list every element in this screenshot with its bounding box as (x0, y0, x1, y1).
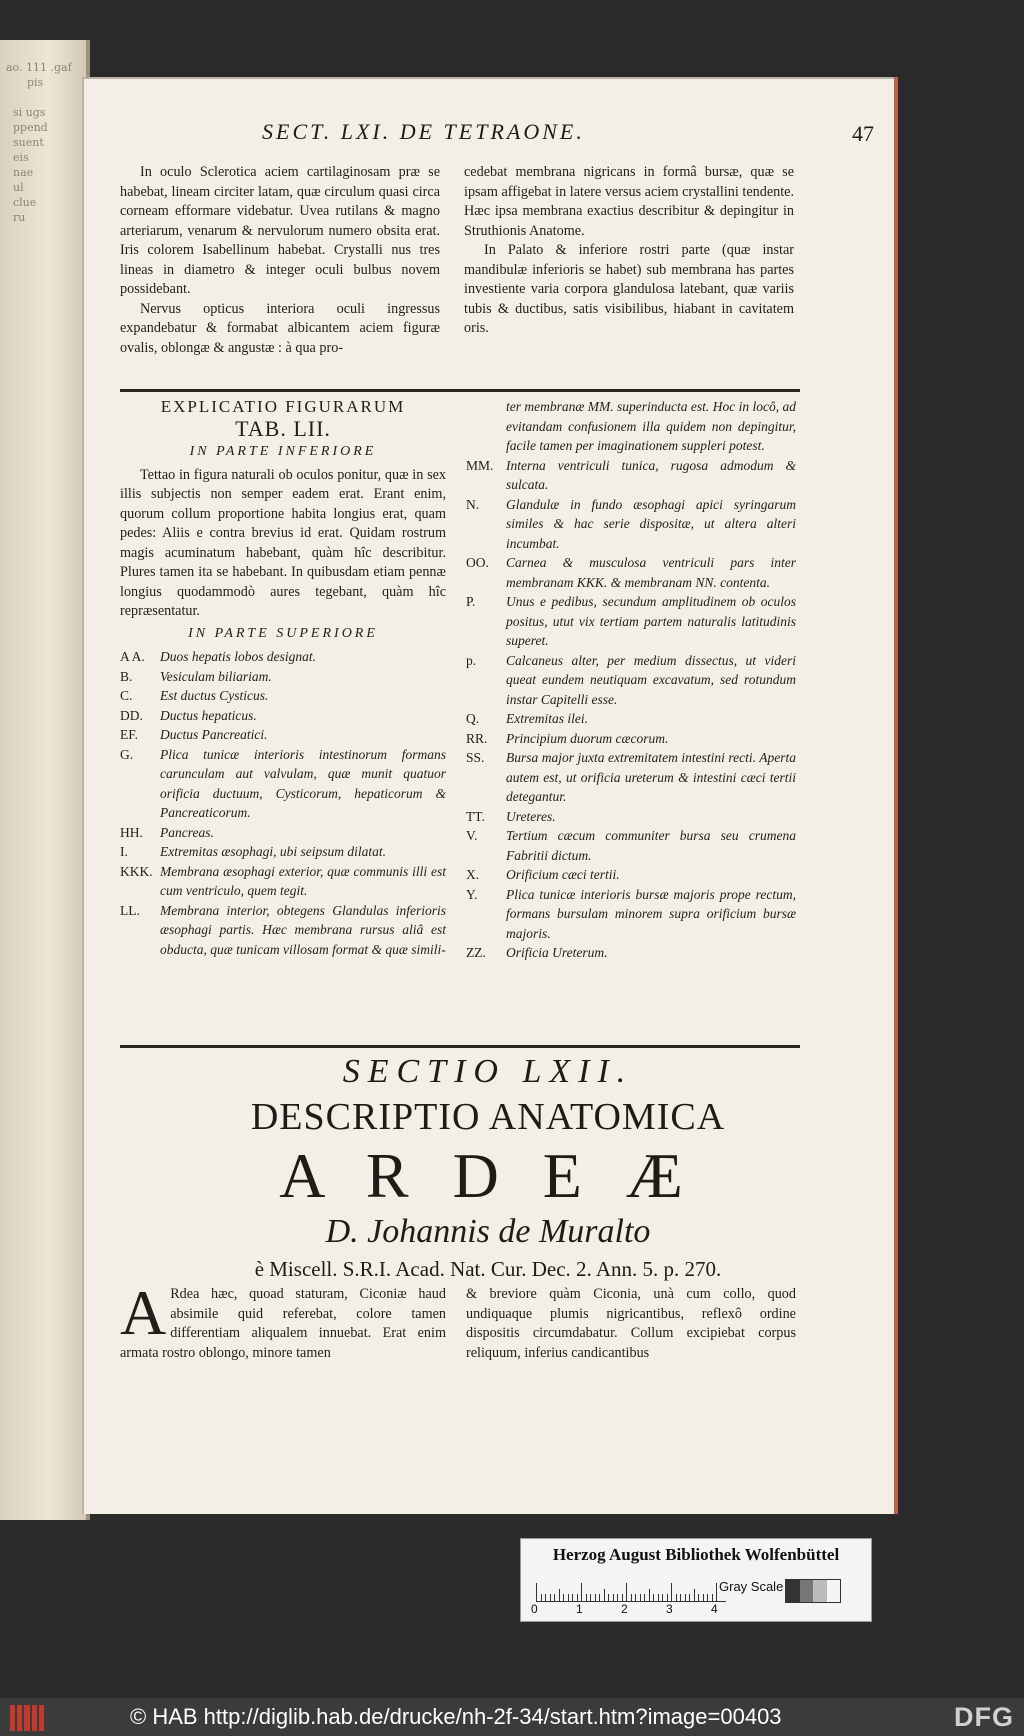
ruler-tick (572, 1594, 573, 1601)
figure-key-letter: DD. (120, 707, 143, 723)
figure-key-letter: A A. (120, 649, 145, 664)
figure-key-item (466, 807, 796, 827)
ruler-tick (644, 1594, 645, 1601)
ruler-tick (707, 1594, 708, 1601)
figure-key-letter: OO. (466, 555, 489, 570)
figure-key-description: Plica tunicæ interioris intestinorum formans carunculam aut valvulam, quæ munit quatuor orificia ductuum, Cysticorum, hepaticorum & Pancreaticorum. (160, 746, 446, 820)
explicatio-heading: EXPLICATIO FIGURARUM (160, 397, 406, 416)
figure-key-description: Extremitas ilei. (506, 711, 588, 726)
divider-rule (120, 389, 800, 392)
figure-key-description: Interna ventriculi tunica, rugosa admodum & sulcata. (506, 457, 796, 492)
figure-key-letter: HH. (120, 824, 143, 840)
figure-key-item (466, 553, 796, 592)
ruler-tick (608, 1594, 609, 1601)
figure-key-description: Tertium cæcum communiter bursa seu crumena Fabritii dictum. (506, 828, 796, 863)
ruler-tick (563, 1594, 564, 1601)
ruler-tick (599, 1594, 600, 1601)
viewer-footer (0, 1698, 1024, 1736)
figure-key-item (120, 667, 446, 687)
figure-key-list-left (120, 647, 446, 959)
running-title: SECT. LXI. DE TETRAONE. (262, 119, 585, 144)
page-number: 47 (852, 121, 874, 146)
continued-text: ter membranæ MM. superinducta est. Hoc in locô, ad evitandam confusionem illa quidem non depingitur, facile tamen per imaginationem suppleri potest. (506, 399, 796, 453)
ruler-tick (617, 1594, 618, 1601)
figure-key-letter: p. (466, 652, 477, 668)
figure-key-description: Orificia Ureterum. (506, 945, 608, 960)
figure-key-item (120, 901, 446, 960)
figure-key-description: Ureteres. (506, 808, 556, 824)
ruler-tick (640, 1594, 641, 1601)
gray-scale-swatches (785, 1579, 841, 1603)
source-url: © HAB http://diglib.hab.de/drucke/nh-2f-34/start.htm?image=00403 (130, 1704, 782, 1729)
figure-key-description: Orificium cæci tertii. (506, 867, 620, 882)
figure-key-letter: P. (466, 594, 476, 609)
ruler-tick (631, 1594, 632, 1601)
ruler-tick (694, 1589, 695, 1601)
figure-key-item (120, 823, 446, 843)
ruler-tick (626, 1583, 627, 1601)
figure-key-description: Ductus Pancreatici. (160, 727, 268, 742)
figure-key-letter: RR. (466, 730, 488, 746)
figure-key-description: Duos hepatis lobos designat. (160, 649, 317, 664)
ruler-tick (653, 1594, 654, 1601)
ruler-tick (541, 1594, 542, 1601)
ruler-number: 4 (711, 1602, 718, 1616)
figure-key-letter: G. (120, 746, 134, 762)
figure-key-letter: X. (466, 867, 480, 882)
figure-key-item (466, 495, 796, 554)
figure-key-item (120, 647, 446, 667)
facing-page-text: ao. 111 .gaf pis si ugs ppend suent eis nae ul clue ru (6, 61, 72, 224)
library-color-card (520, 1538, 872, 1622)
figure-key-description: Principium duorum cæcorum. (506, 730, 669, 746)
paragraph: In Palato & inferiore rostri parte (quæ instar mandibulæ inferioris se habet) sub membrana has partes investiente varia corpora glandulosa latebant, quæ variis tubis & ductibus, satis visibilibus, hiabant in cavitatem oris. (464, 242, 794, 336)
gray-swatch (827, 1580, 841, 1602)
figure-key-item (120, 842, 446, 862)
ruler-tick (604, 1589, 605, 1601)
gray-scale-label: Gray Scale (719, 1579, 784, 1594)
ruler-tick (680, 1594, 681, 1601)
facing-page-edge (0, 40, 90, 1520)
section-number: SECTIO LXII. (342, 1053, 634, 1090)
ruler-tick (635, 1594, 636, 1601)
ruler-number: 3 (666, 1602, 673, 1616)
ruler-tick (662, 1594, 663, 1601)
figure-key-letter: C. (120, 688, 133, 703)
figure-key-item (120, 686, 446, 706)
figure-key-list-right (466, 456, 796, 963)
figure-key-description: Calcaneus alter, per medium dissectus, ut videri queat eundem neutiquam excavatum, sed rotundum instar Capitelli esse. (506, 652, 796, 707)
body-left-column (120, 1277, 446, 1363)
figure-key-letter: KKK. (120, 863, 153, 879)
ruler-tick (581, 1583, 582, 1601)
figure-key-description: Plica tunicæ interioris bursæ majoris prope rectum, formans bursulam minorem supra orificium bursæ majoris. (506, 886, 796, 941)
figure-key-letter: I. (120, 844, 128, 859)
figure-key-letter: Q. (466, 711, 480, 726)
ruler-tick (586, 1594, 587, 1601)
ruler-tick (568, 1594, 569, 1601)
figure-key-letter: N. (466, 496, 480, 512)
explicatio-left-column (120, 397, 446, 959)
subheading-inferior: IN PARTE INFERIORE (189, 444, 377, 459)
figure-key-description: Glandulæ in fundo æsophagi apici syringarum similes & hac serie dispositæ, ut altera alteri incumbat. (506, 496, 796, 551)
ruler-tick (667, 1594, 668, 1601)
figure-key-description: Est ductus Cysticus. (160, 688, 269, 703)
figure-key-letter: TT. (466, 808, 485, 824)
figure-key-letter: ZZ. (466, 945, 486, 960)
figure-key-item (466, 865, 796, 885)
ruler-tick (698, 1594, 699, 1601)
ruler-tick (685, 1594, 686, 1601)
figure-key-description: Bursa major juxta extremitatem intestini recti. Aperta autem est, ut orificia ureterum & intestini cæci tertii detegantur. (506, 750, 796, 804)
figure-key-item (120, 745, 446, 823)
ruler-tick (545, 1594, 546, 1601)
figure-key-item (466, 651, 796, 710)
section-subject: A R D E Æ (279, 1140, 697, 1211)
dfg-logo: DFG (954, 1702, 1014, 1732)
figure-key-letter: V. (466, 828, 478, 843)
ruler-tick (716, 1583, 717, 1601)
figure-key-item (466, 748, 796, 807)
table-number: TAB. LII. (235, 415, 331, 441)
figure-key-description: Ductus hepaticus. (160, 707, 257, 723)
explicatio-intro: Tettao in figura naturali ob oculos ponitur, quæ in sex illis subjectis non semper eadem erat. Erant enim, quorum collum proportione habita longius erat, quam pedes: Aliis e contra brevius id erat. Quidam rostrum magis acuminatum habebant, quàm hîc describitur. Plures tamen ita se habebant. In quibusdam etiam pennæ longius quodammodò aures tegebant, quàm hîc repræsentatur. (120, 466, 446, 619)
section-source: è Miscell. S.R.I. Acad. Nat. Cur. Dec. 2. Ann. 5. p. 270. (254, 1257, 722, 1281)
paragraph: cedebat membrana nigricans in formâ bursæ, quæ se ipsam affigebat in latere versus aciem crystallini tendente. Hæc ipsa membrana exactius describitur & depingitur in Struthionis Anatome. (464, 164, 794, 239)
figure-key-letter: EF. (120, 727, 139, 742)
figure-key-letter: MM. (466, 457, 494, 473)
top-right-column (464, 163, 794, 339)
institution-name: Herzog August Bibliothek Wolfenbüttel (552, 1545, 840, 1564)
figure-key-letter: LL. (120, 902, 140, 918)
gray-swatch (813, 1580, 827, 1602)
ruler-tick (712, 1594, 713, 1601)
figure-key-item (466, 885, 796, 944)
paragraph: Nervus opticus interiora oculi ingressus expandebatur & formabat albicantem aciem figuræ ovalis, oblongæ & angustæ : à qua pro- (120, 300, 440, 356)
gray-swatch (800, 1580, 814, 1602)
ruler-tick (595, 1594, 596, 1601)
ruler-number: 0 (531, 1602, 538, 1616)
figure-key-letter: B. (120, 668, 133, 684)
figure-key-item (466, 592, 796, 651)
figure-key-description: Membrana interior, obtegens Glandulas inferioris æsophagi partis. Hæc membrana rursus aliâ est obducta, quæ tunicam villosam format & quæ simili- (160, 902, 446, 957)
top-left-column (120, 163, 440, 358)
paragraph: & breviore quàm Ciconia, unà cum collo, quod undiquaque plumis nigricantibus, reflexô ordine dispositis circumdabatur. Collum excipiebat corpus reliquum, inferius candicantibus (466, 1286, 796, 1361)
figure-key-description: Unus e pedibus, secundum amplitudinem ob oculos positus, utut vix tertiam partem naturalis latitudinis superet. (506, 594, 796, 648)
figure-key-description: Membrana æsophagi exterior, quæ communis illi est cum ventriculo, quem tegit. (160, 863, 446, 898)
ruler-tick (703, 1594, 704, 1601)
figure-key-item (466, 943, 796, 963)
figure-key-description: Carnea & musculosa ventriculi pars inter membranam KKK. & membranam NN. contenta. (506, 555, 796, 590)
measurement-ruler (536, 1581, 726, 1602)
figure-key-description: Extremitas æsophagi, ubi seipsum dilatat. (160, 844, 386, 859)
figure-key-item (466, 456, 796, 495)
paragraph: Rdea hæc, quoad staturam, Ciconiæ haud absimile quid referebat, colore tamen differentiam aliqualem innuebat. Erat enim armata rostro oblongo, minore tamen (120, 1286, 446, 1361)
ruler-tick (689, 1594, 690, 1601)
figure-key-letter: SS. (466, 750, 485, 765)
ruler-tick (613, 1594, 614, 1601)
figure-key-item (120, 725, 446, 745)
figure-key-item (120, 862, 446, 901)
figure-key-item (466, 709, 796, 729)
drop-cap: A (120, 1277, 167, 1348)
ruler-tick (554, 1594, 555, 1601)
figure-key-item (120, 706, 446, 726)
book-page (82, 77, 894, 1514)
ruler-tick (559, 1589, 560, 1601)
figure-key-item (466, 826, 796, 865)
figure-key-item (466, 729, 796, 749)
ruler-tick (550, 1594, 551, 1601)
ruler-number: 2 (621, 1602, 628, 1616)
body-right-column (466, 1285, 796, 1363)
ruler-tick (577, 1594, 578, 1601)
ruler-tick (676, 1594, 677, 1601)
ruler-tick (671, 1583, 672, 1601)
figure-key-description: Vesiculam biliariam. (160, 668, 272, 684)
ruler-tick (649, 1589, 650, 1601)
ruler-tick (658, 1594, 659, 1601)
figure-key-letter: Y. (466, 886, 478, 902)
ruler-tick (622, 1594, 623, 1601)
paragraph: In oculo Sclerotica aciem cartilaginosam præ se habebat, lineam circiter latam, quæ circulum quasi circa corneam efformare videbatur. Uvea rutilans & magno arteriarum, venarum & nervulorum numero obsita erat. Iris colorem Isabellinum habebat. Crystalli nus tres lineas in diametro & integer oculi bulbus novem possidebant. (120, 164, 440, 297)
figure-key-description: Pancreas. (160, 824, 214, 840)
ruler-tick (590, 1594, 591, 1601)
divider-rule (120, 1045, 800, 1048)
gray-swatch (786, 1580, 800, 1602)
ruler-tick (536, 1583, 537, 1601)
ruler-number: 1 (576, 1602, 583, 1616)
section-author: D. Johannis de Muralto (325, 1213, 651, 1250)
section-title: DESCRIPTIO ANATOMICA (250, 1096, 726, 1138)
hab-logo-icon (10, 1705, 44, 1731)
explicatio-right-column (466, 397, 796, 963)
subheading-superior: IN PARTE SUPERIORE (188, 625, 378, 641)
